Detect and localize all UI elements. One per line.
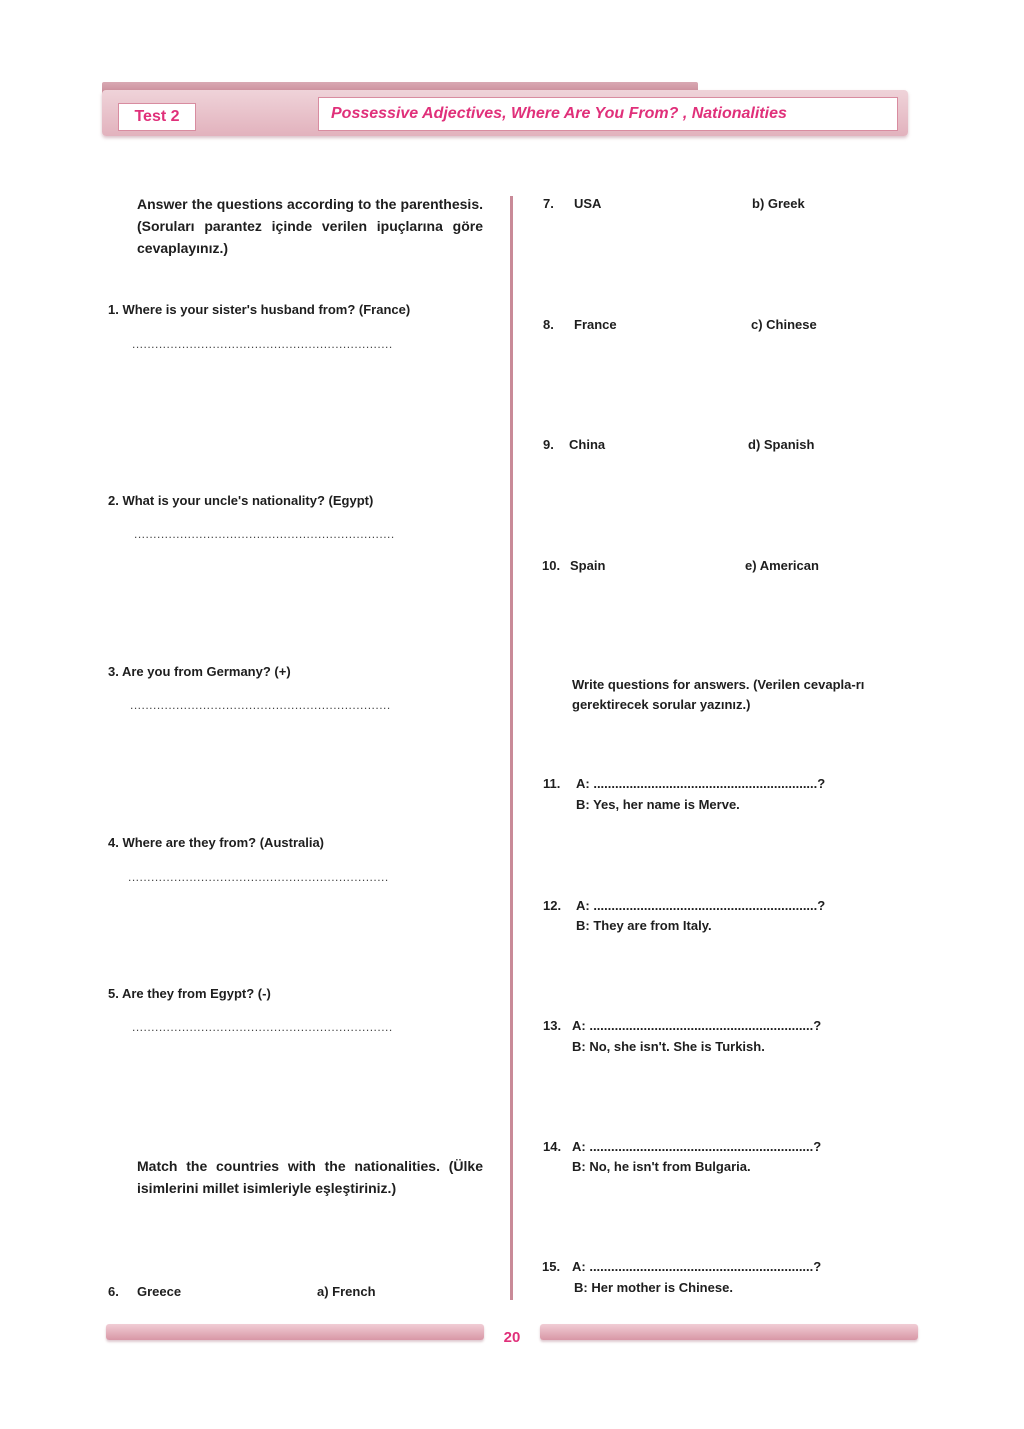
section3-instruction: Write questions for answers. (Verilen cevapla-rı gerektirecek sorular yazınız.) (572, 677, 865, 712)
match-8-number: 8. (543, 317, 554, 332)
dialog-15-number: 15. (542, 1259, 561, 1274)
page-title: Possessive Adjectives, Where Are You From? , Nationalities (318, 97, 898, 131)
question-2 (108, 493, 373, 508)
match-item-6 (108, 1284, 119, 1299)
question-3 (108, 664, 291, 679)
match-6-country: Greece (137, 1284, 182, 1299)
dialog-11-answer: B: Yes, her name is Merve. (576, 797, 740, 812)
dialog-15-answer: B: Her mother is Chinese. (574, 1280, 733, 1295)
question-1-number: 1. (108, 302, 119, 317)
footer-bar-right (540, 1324, 918, 1340)
question-2-number: 2. (108, 493, 119, 508)
answer-line-2[interactable]: .................................................................... (134, 527, 395, 541)
match-9-number: 9. (543, 437, 554, 452)
answer-line-5[interactable]: .................................................................... (132, 1020, 393, 1034)
match-6-number: 6. (108, 1284, 119, 1299)
section1-instruction: Answer the questions according to the parenthesis. (Soruları parantez içinde verilen ipuçlarına göre cevaplayınız.) (137, 196, 483, 256)
dialog-11-question-line[interactable]: A: ..............................................................? (576, 776, 826, 791)
question-4-number: 4. (108, 835, 119, 850)
test-label: Test 2 (118, 103, 196, 131)
question-2-text: What is your uncle's nationality? (Egypt) (122, 493, 374, 508)
question-4-text: Where are they from? (Australia) (122, 835, 325, 850)
question-1-text: Where is your sister's husband from? (France) (122, 302, 411, 317)
dialog-14-question-line[interactable]: A: ..............................................................? (572, 1139, 822, 1154)
match-6-nationality: a) French (317, 1284, 376, 1299)
dialog-11-number: 11. (543, 776, 561, 791)
match-9-country: China (569, 437, 606, 452)
dialog-13-number: 13. (543, 1018, 562, 1033)
match-8-country: France (574, 317, 617, 332)
dialog-14-answer: B: No, he isn't from Bulgaria. (572, 1159, 751, 1174)
question-5 (108, 986, 271, 1001)
footer-bar-left (106, 1324, 484, 1340)
page-number: 20 (503, 1329, 521, 1346)
column-divider (510, 196, 513, 1300)
match-7-number: 7. (543, 196, 554, 211)
answer-line-3[interactable]: .................................................................... (130, 698, 391, 712)
dialog-12-number: 12. (543, 898, 562, 913)
match-10-nationality: e) American (745, 558, 819, 573)
dialog-13-answer: B: No, she isn't. She is Turkish. (572, 1039, 765, 1054)
dialog-14-number: 14. (543, 1139, 562, 1154)
dialog-12-answer: B: They are from Italy. (576, 918, 712, 933)
section2-instruction: Match the countries with the nationalities. (Ülke isimlerini millet isimleriyle eşleştiriniz.) (137, 1158, 483, 1196)
answer-line-1[interactable]: .................................................................... (132, 337, 393, 351)
match-9-nationality: d) Spanish (748, 437, 815, 452)
match-7-nationality: b) Greek (752, 196, 805, 211)
question-5-text: Are they from Egypt? (-) (121, 986, 271, 1001)
question-1 (108, 302, 410, 317)
question-4 (108, 835, 324, 850)
question-5-number: 5. (108, 986, 119, 1001)
question-3-text: Are you from Germany? (+) (121, 664, 291, 679)
answer-line-4[interactable]: .................................................................... (128, 870, 389, 884)
dialog-13-question-line[interactable]: A: ..............................................................? (572, 1018, 822, 1033)
dialog-15-question-line[interactable]: A: ..............................................................? (572, 1259, 822, 1274)
dialog-12-question-line[interactable]: A: ..............................................................? (576, 898, 826, 913)
match-10-country: Spain (570, 558, 606, 573)
match-7-country: USA (574, 196, 602, 211)
match-10-number: 10. (542, 558, 561, 573)
question-3-number: 3. (108, 664, 119, 679)
match-8-nationality: c) Chinese (751, 317, 817, 332)
